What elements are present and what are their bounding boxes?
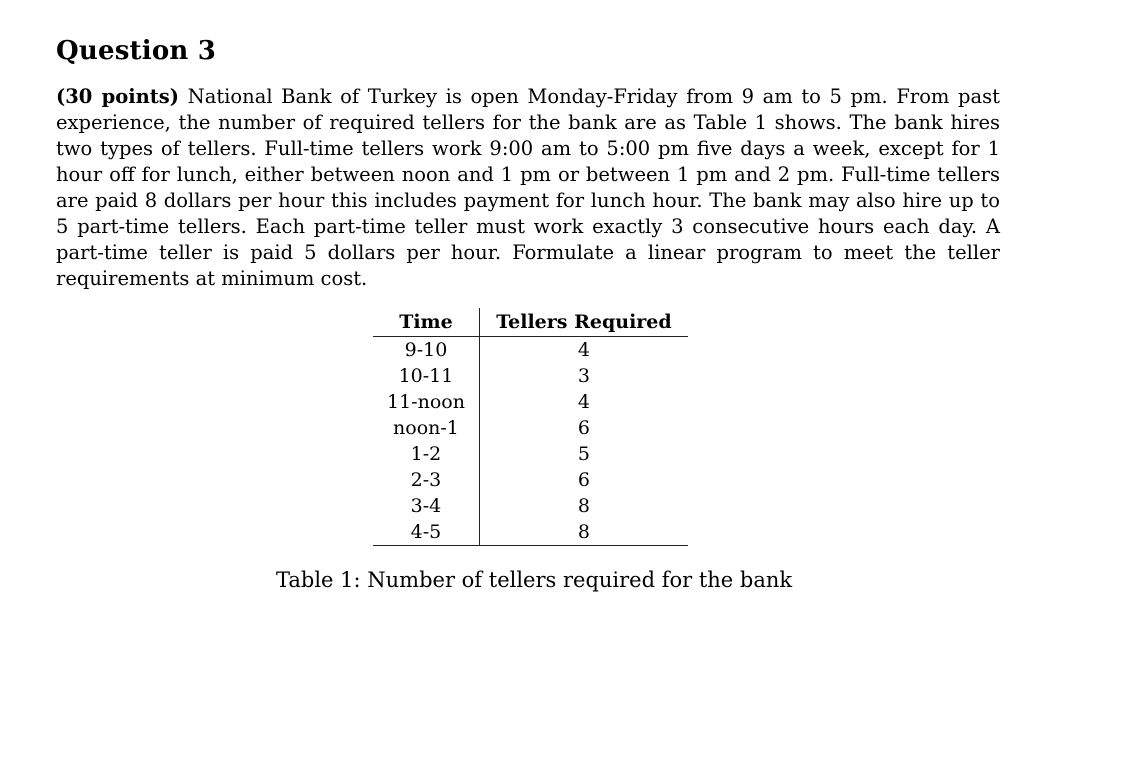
table-header-row (373, 308, 688, 337)
tellers-table-wrapper (373, 308, 688, 546)
table-row (373, 389, 688, 415)
cell-tellers: 4 (577, 339, 590, 361)
cell-tellers: 4 (577, 391, 590, 413)
cell-tellers: 6 (577, 469, 590, 491)
cell-tellers: 8 (577, 495, 590, 517)
table-caption: Table 1: Number of tellers required for the bank (276, 568, 793, 592)
cell-time: 1-2 (373, 441, 479, 467)
header-tellers-required: Tellers Required (479, 308, 688, 337)
table-row (373, 363, 688, 389)
table-row (373, 493, 688, 519)
cell-time: 9-10 (373, 337, 479, 364)
question-body (56, 84, 1000, 292)
cell-time: 10-11 (373, 363, 479, 389)
table-row (373, 415, 688, 441)
table-row (373, 337, 688, 364)
table-row (373, 467, 688, 493)
question-points: (30 points) (56, 85, 180, 108)
cell-time: 11-noon (373, 389, 479, 415)
cell-time: 3-4 (373, 493, 479, 519)
table-row (373, 441, 688, 467)
header-time: Time (373, 308, 479, 337)
cell-tellers: 3 (577, 365, 590, 387)
cell-tellers: 6 (577, 417, 590, 439)
question-title: Question 3 (56, 36, 217, 66)
cell-tellers: 8 (479, 519, 688, 546)
cell-time: 4-5 (373, 519, 479, 546)
table-row (373, 519, 688, 546)
cell-time: 2-3 (373, 467, 479, 493)
tellers-table (373, 308, 688, 546)
question-text: National Bank of Turkey is open Monday-Friday from 9 am to 5 pm. From past experience, the number of required tellers for the bank are as Table 1 shows. The bank hires two types of tellers. Full-time tellers work 9:00 am to 5:00 pm five days a week, except for 1 hour off for lunch, either between noon and 1 pm or between 1 pm and 2 pm. Full-time tellers are paid 8 dollars per hour this includes payment for lunch hour. The bank may also hire up to 5 part-time tellers. Each part-time teller must work exactly 3 consecutive hours each day. A part-time teller is paid 5 dollars per hour. Formulate a linear program to meet the teller requirements at minimum cost. (56, 85, 1000, 290)
cell-tellers: 5 (577, 443, 590, 465)
cell-time: noon-1 (373, 415, 479, 441)
